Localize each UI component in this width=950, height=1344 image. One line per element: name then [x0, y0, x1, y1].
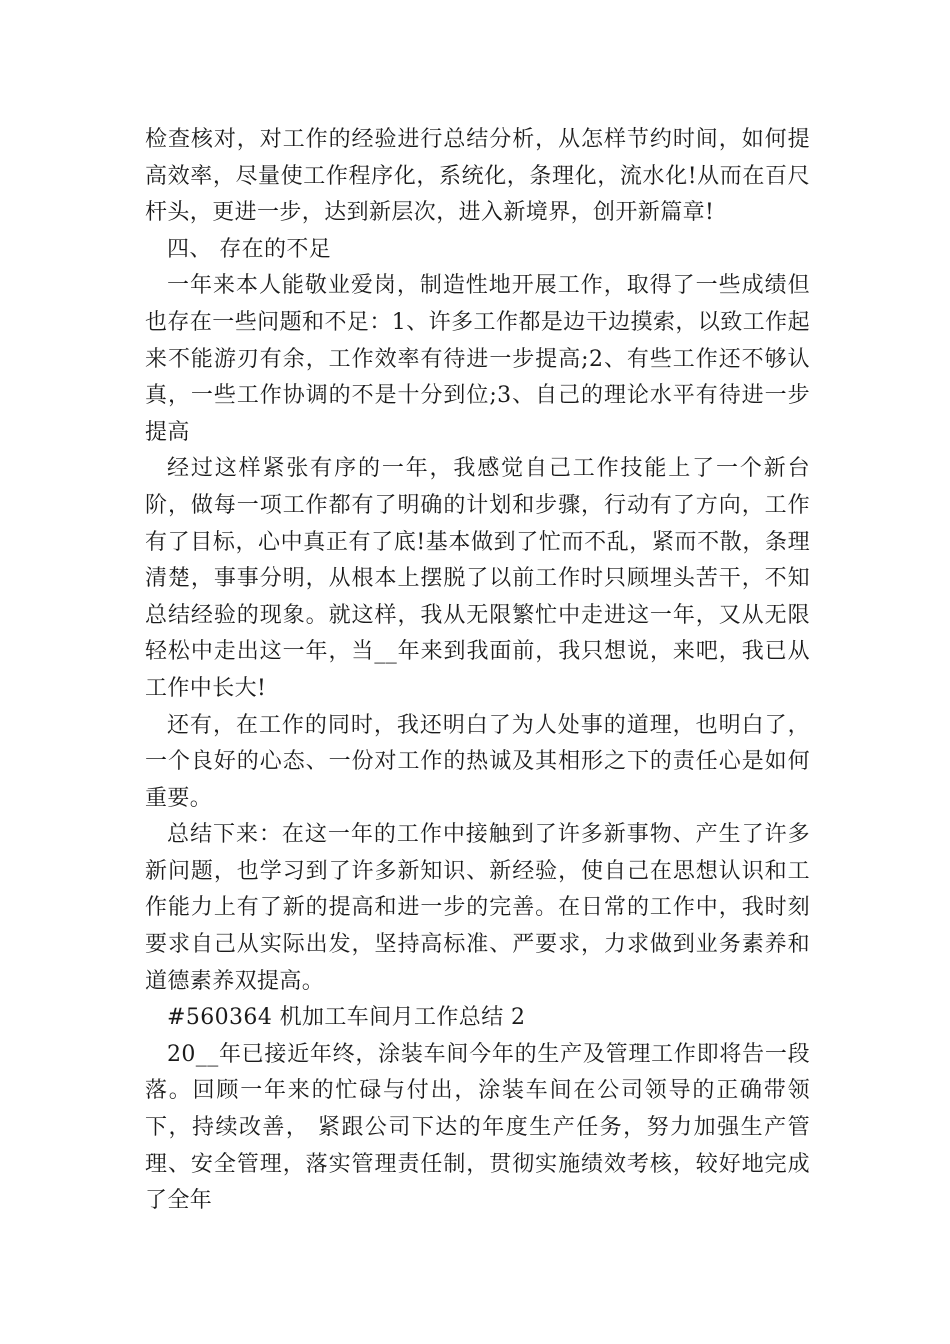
paragraph-year-reflection: 经过这样紧张有序的一年，我感觉自己工作技能上了一个新台阶，做每一项工作都有了明确的计划和步骤，行动有了方向，工作有了目标，心中真正有了底!基本做到了忙而不乱，紧而不散，条理清楚，事事分明，从根本上摆脱了以前工作时只顾埋头苦干，不知总结经验的现象。就这样，我从无限繁忙中走进这一年，又从无限轻松中走出这一年，当__年来到我面前，我只想说，来吧，我已从工作中长大!: [145, 456, 810, 701]
paragraph-shortcomings: 一年来本人能敬业爱岗，制造性地开展工作，取得了一些成绩但也存在一些问题和不足：1、许多工作都是边干边摸索，以致工作起来不能游刃有余，工作效率有待进一步提高;2、有些工作还不够认真，一些工作协调的不是十分到位;3、自己的理论水平有待进一步提高: [145, 273, 810, 445]
paragraph-conclusion: 总结下来：在这一年的工作中接触到了许多新事物、产生了许多新问题，也学习到了许多新知识、新经验，使自己在思想认识和工作能力上有了新的提高和进一步的完善。在日常的工作中，我时刻要求自己从实际出发，坚持高标准、严要求，力求做到业务素养和道德素养双提高。: [145, 822, 810, 994]
section-heading-shortcomings: 四、 存在的不足: [167, 236, 332, 262]
article-title-2: #560364 机加工车间月工作总结 2: [167, 1005, 526, 1031]
document-body: [145, 122, 810, 1220]
paragraph-attitude: 还有，在工作的同时，我还明白了为人处事的道理，也明白了，一个良好的心态、一份对工作的热诚及其相形之下的责任心是如何重要。: [145, 712, 810, 811]
paragraph-efficiency-summary: 检查核对，对工作的经验进行总结分析，从怎样节约时间，如何提高效率，尽量使工作程序化，系统化，条理化，流水化!从而在百尺杆头，更进一步，达到新层次，进入新境界，创开新篇章!: [145, 127, 810, 226]
paragraph-painting-workshop: 20__年已接近年终，涂装车间今年的生产及管理工作即将告一段落。回顾一年来的忙碌与付出，涂装车间在公司领导的正确带领下，持续改善， 紧跟公司下达的年度生产任务，努力加强生产管理、安全管理，落实管理责任制，贯彻实施绩效考核，较好地完成了全年: [145, 1041, 810, 1214]
